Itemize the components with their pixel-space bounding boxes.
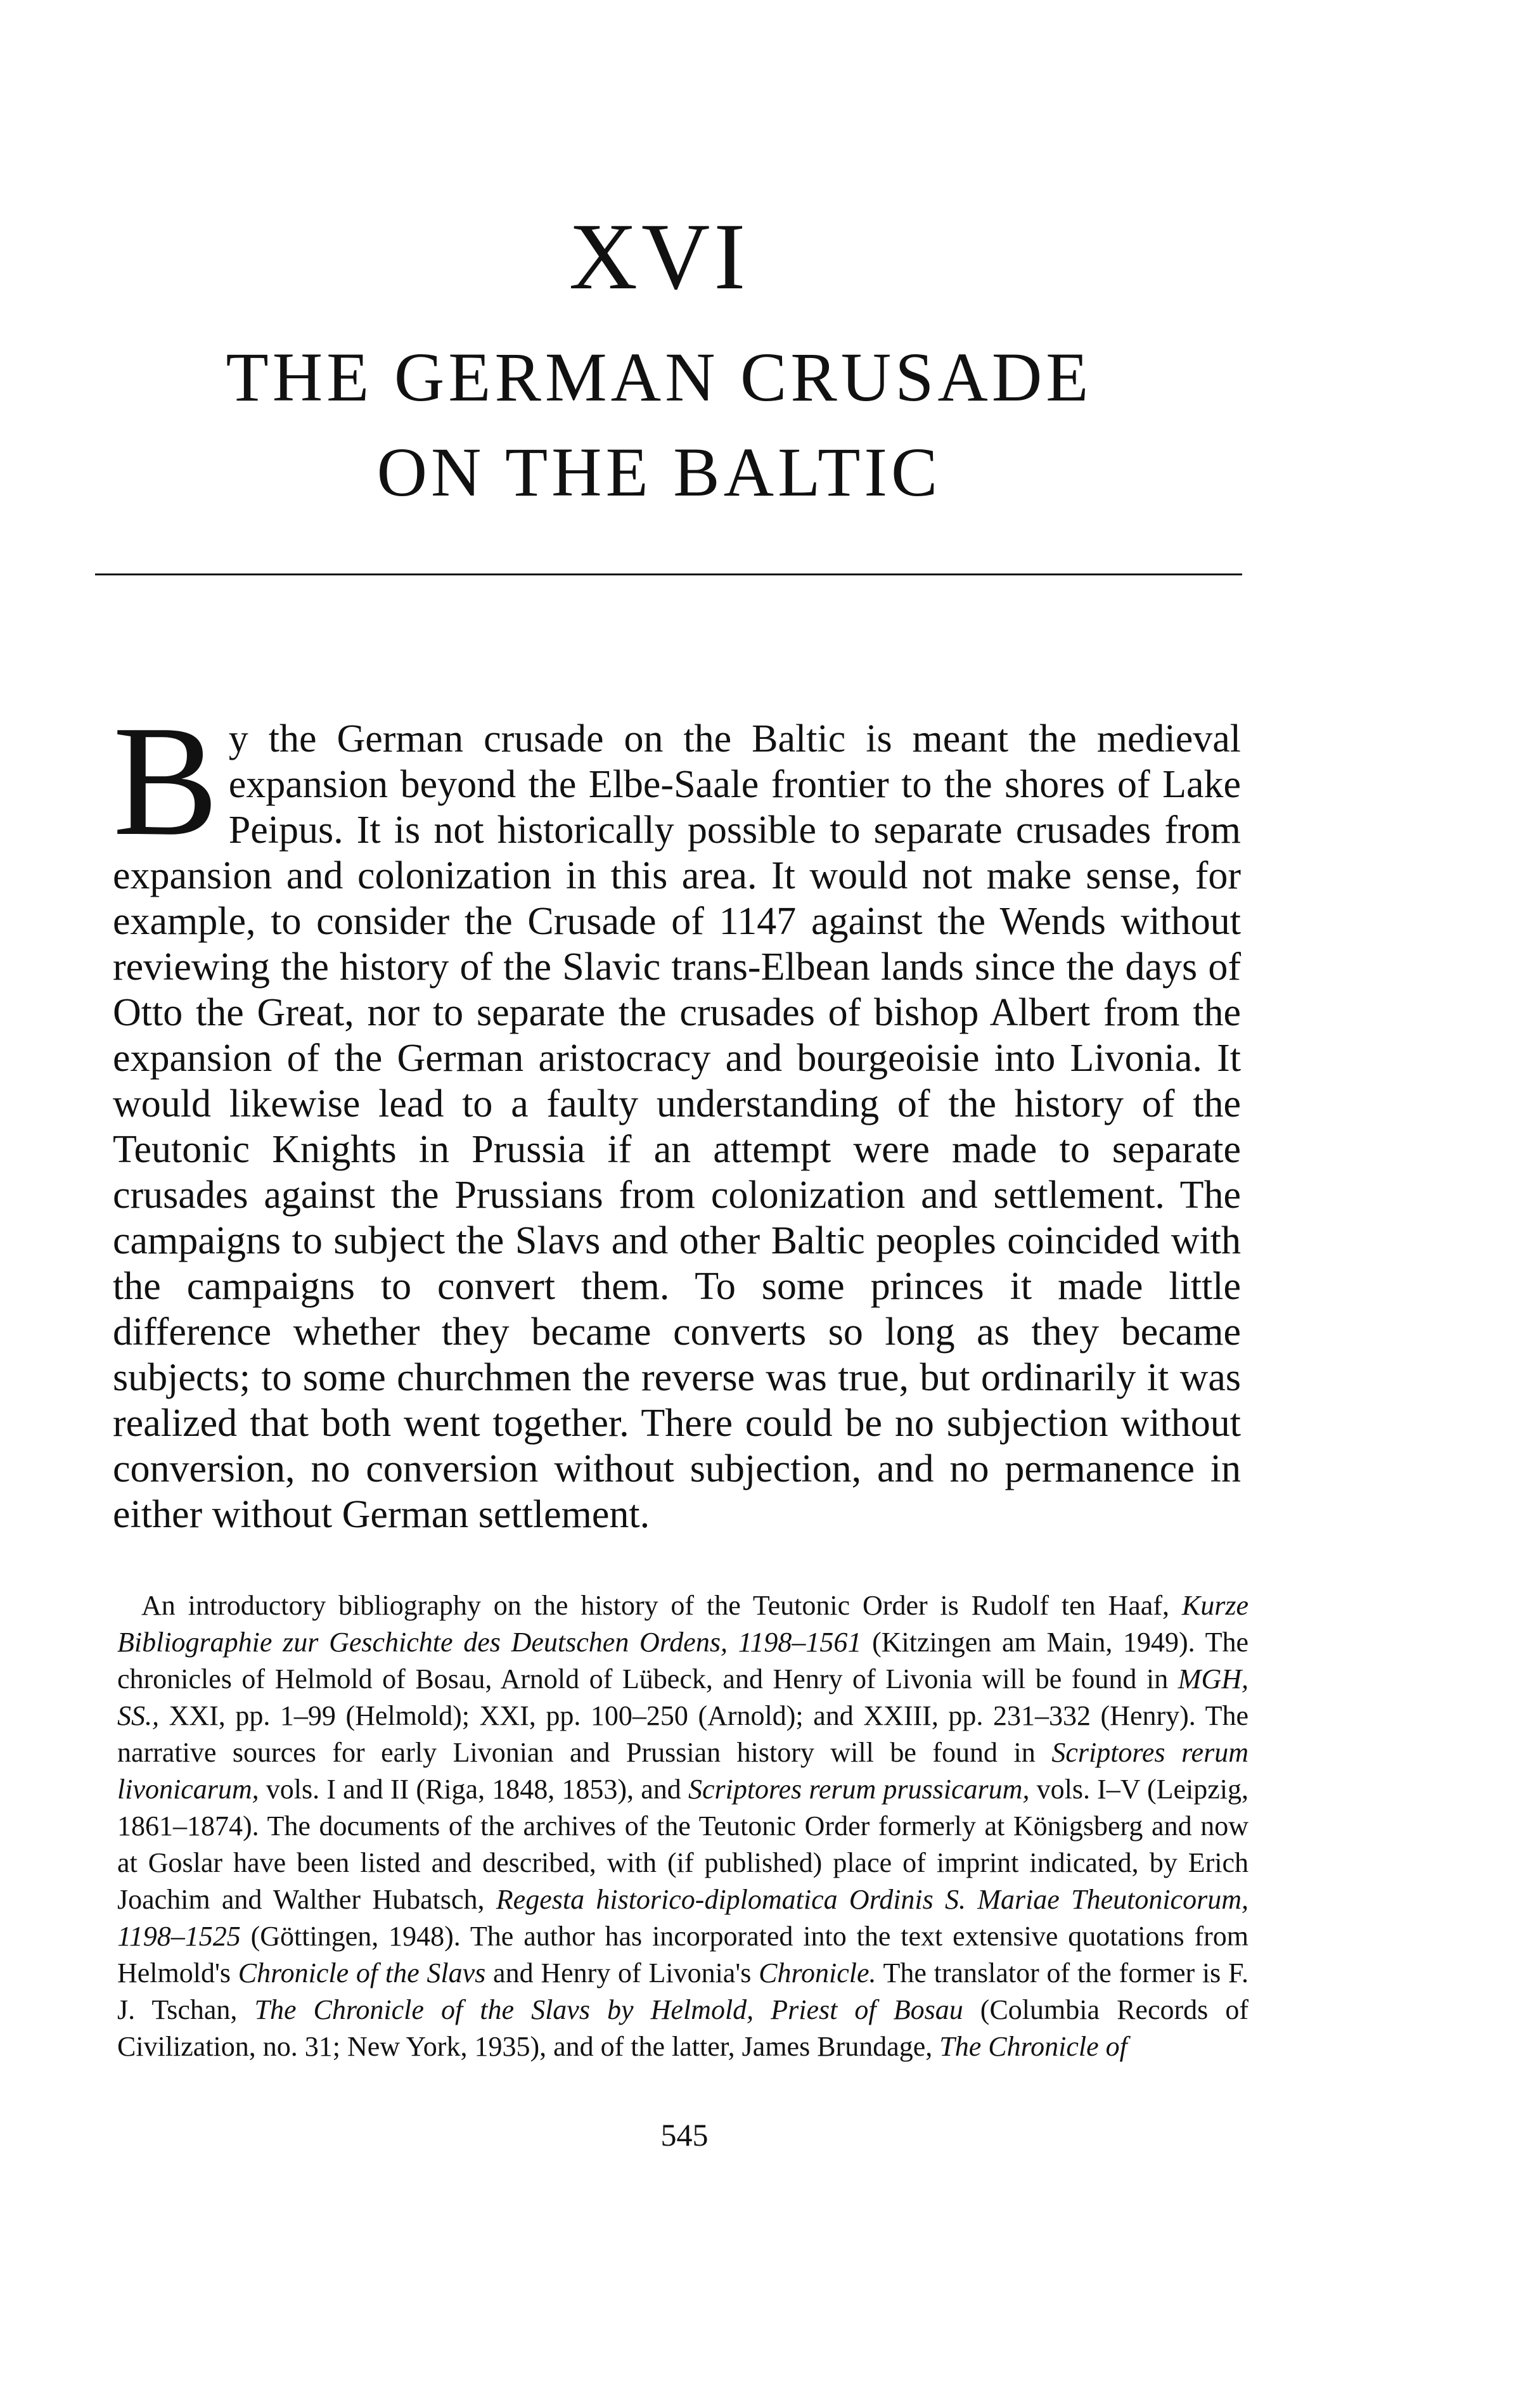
footnote-text: (Kitzingen am Main, 1949). The chronicles of Helmold of Bosau, Arnold of Lübeck, and Henry of Livonia will be found in (117, 1627, 1248, 1694)
footnote-text: and Henry of Livonia's (485, 1957, 759, 1989)
footnote-paragraph (117, 1587, 1248, 2065)
footnote-title: Kurze Bibliographie zur Geschichte des Deutschen Ordens, 1198–1561 (117, 1590, 1248, 1658)
drop-cap: B (113, 693, 219, 869)
footnote-title: The Chronicle of (939, 2031, 1127, 2062)
footnote-title: The Chronicle of the Slavs by Helmold, Priest of Bosau (254, 1994, 963, 2025)
footnote-text: The translator of the former is F. J. Tschan, (117, 1957, 1249, 2025)
footnote-text: vols. I–V (Leipzig, 1861–1874). The documents of the archives of the Teutonic Order formerly at Königsberg and now at Goslar have been listed and described, with (if published) place of imprint indicated, by Erich Joachim and Walther Hubatsch, (117, 1774, 1248, 1915)
chapter-title (95, 330, 1223, 520)
body-paragraph-text: y the German crusade on the Baltic is meant the medieval expansion beyond the Elbe-Saale frontier to the shores of Lake Peipus. It is not historically possible to separate crusades from expansion and colonization in this area. It would not make sense, for example, to consider the Crusade of 1147 against the Wends without reviewing the history of the Slavic trans-Elbean lands since the days of Otto the Great, nor to separate the crusades of bishop Albert from the expansion of the German aristocracy and bourgeoisie into Livonia. It would likewise lead to a faulty understanding of the history of the Teutonic Knights in Prussia if an attempt were made to separate crusades against the Prussians from colonization and settlement. The campaigns to subject the Slavs and other Baltic peoples coincided with the campaigns to convert them. To some princes it made little difference whether they became converts so long as they became subjects; to some churchmen the reverse was true, but ordinarily it was realized that both went together. There could be no subjection without conversion, no conversion without subjection, and no permanence in either without German settlement. (113, 717, 1241, 1536)
footnote-title: Chronicle. (759, 1957, 876, 1989)
footnote-text: XXI, pp. 1–99 (Helmold); XXI, pp. 100–250 (Arnold); and XXIII, pp. 231–332 (Henry). The narrative sources for early Livonian and Prussian history will be found in (117, 1700, 1248, 1768)
body-paragraph (113, 693, 1241, 1537)
footnote-bibliography (117, 1587, 1248, 2065)
footnote-title: Regesta historico-diplomatica Ordinis S. Mariae Theutonicorum, 1198–1525 (117, 1884, 1248, 1952)
chapter-title-line-1: THE GERMAN CRUSADE (226, 338, 1093, 416)
footnote-title: Scriptores rerum livonicarum, (117, 1737, 1248, 1805)
footnote-text: (Columbia Records of Civilization, no. 31; New York, 1935), and of the latter, James Brundage, (117, 1994, 1248, 2062)
footnote-title: MGH, SS., (117, 1663, 1248, 1731)
footnote-title: Scriptores rerum prussicarum, (688, 1774, 1030, 1805)
footnote-text: (Göttingen, 1948). The author has incorporated into the text extensive quotations from Helmold's (117, 1921, 1248, 1989)
footnote-text: vols. I and II (Riga, 1848, 1853), and (259, 1774, 688, 1805)
title-divider-rule (95, 573, 1242, 575)
chapter-title-line-2: ON THE BALTIC (376, 433, 942, 511)
page-number: 545 (660, 2117, 709, 2153)
chapter-number: XVI (568, 204, 750, 309)
footnote-title: Chronicle of the Slavs (238, 1957, 486, 1989)
footnote-text: An introductory bibliography on the history of the Teutonic Order is Rudolf ten Haaf, (141, 1590, 1182, 1621)
